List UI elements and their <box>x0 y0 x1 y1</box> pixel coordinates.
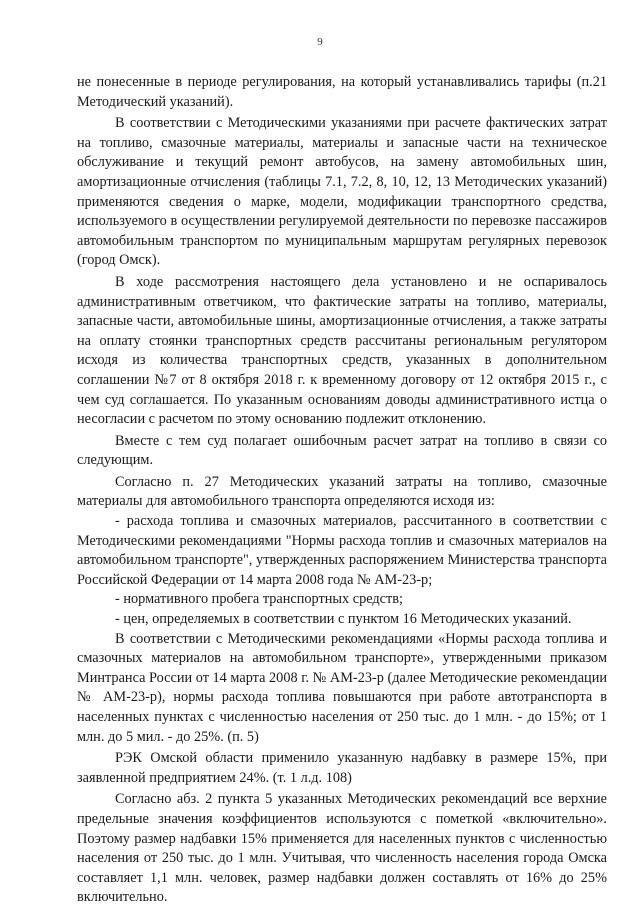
paragraph: не понесенные в периоде регулирования, на который устанавливались тарифы (п.21 Методический указаний). <box>77 74 607 110</box>
paragraph: Согласно п. 27 Методических указаний затраты на топливо, смазочные материалы для автомобильного транспорта определяются исходя из: <box>77 473 607 510</box>
list-item: - расхода топлива и смазочных материалов, рассчитанного в соответствии с Методическими рекомендациями "Нормы расхода топлив и смазочных материалов на автомобильном транспорте", утвержденных распоряжением Министерства транспорта Российской Федерации от 14 марта 2008 года № АМ-23-р; <box>77 513 607 588</box>
paragraph: Согласно абз. 2 пункта 5 указанных Методических рекомендаций все верхние предельные значения коэффициентов используются с пометкой «включительно». Поэтому размер надбавки 15% применяется для населенных пунктов с численностью населения от 250 тыс. до 1 млн. Учитывая, что численность населения города Омска составляет 1,1 млн. человек, размер надбавки должен составлять от 16% до 25% включительно. <box>77 791 607 906</box>
paragraph: Вместе с тем суд полагает ошибочным расчет затрат на топливо в связи со следующим. <box>77 432 607 469</box>
paragraph: РЭК Омской области применило указанную надбавку в размере 15%, при заявленной предприятием 24%. (т. 1 л.д. 108) <box>77 750 607 786</box>
paragraph: В соответствии с Методическими указаниями при расчете фактических затрат на топливо, смазочные материалы, материалы и запасные части на техническое обслуживание и текущий ремонт автобусов, на замену автомобильных шин, амортизационные отчисления (таблицы 7.1, 7.2, 8, 10, 12, 13 Методических указаний) применяются сведения о марке, модели, модификации транспортного средства, используемого в осуществлении регулируемой деятельности по перевозке пассажиров автомобильным транспортом по муниципальным маршрутам регулярных перевозок (город Омск). <box>77 115 607 269</box>
document-body <box>77 73 607 908</box>
paragraph: В соответствии с Методическими рекомендациями «Нормы расхода топлива и смазочных материалов на автомобильном транспорте», утвержденными приказом Минтранса России от 14 марта 2008 г. № АМ-23-р (далее Методические рекомендации № АМ-23-р), нормы расхода топлива повышаются при работе автотранспорта в населенных пунктах с численностью населения от 250 тыс. до 1 млн. - до 15%; от 1 млн. до 5 мил. - до 25%. (п. 5) <box>77 630 607 745</box>
page-number: 9 <box>317 36 323 48</box>
list-item: - цен, определяемых в соответствии с пунктом 16 Методических указаний. <box>115 611 572 628</box>
list-item: - нормативного пробега транспортных средств; <box>115 591 403 608</box>
paragraph: В ходе рассмотрения настоящего дела установлено и не оспаривалось административным ответчиком, что фактические затраты на топливо, материалы, запасные части, автомобильные шины, амортизационные отчисления, а также затраты на оплату стоянки транспортных средств рассчитаны региональным регулятором исходя из количества транспортных средств, указанных в дополнительном соглашении №7 от 8 октября 2018 г. к временному договору от 12 октября 2015 г., с чем суд соглашается. По указанным основаниям доводы административного истца о несогласии с расчетом по этому основанию подлежит отклонению. <box>77 273 607 428</box>
